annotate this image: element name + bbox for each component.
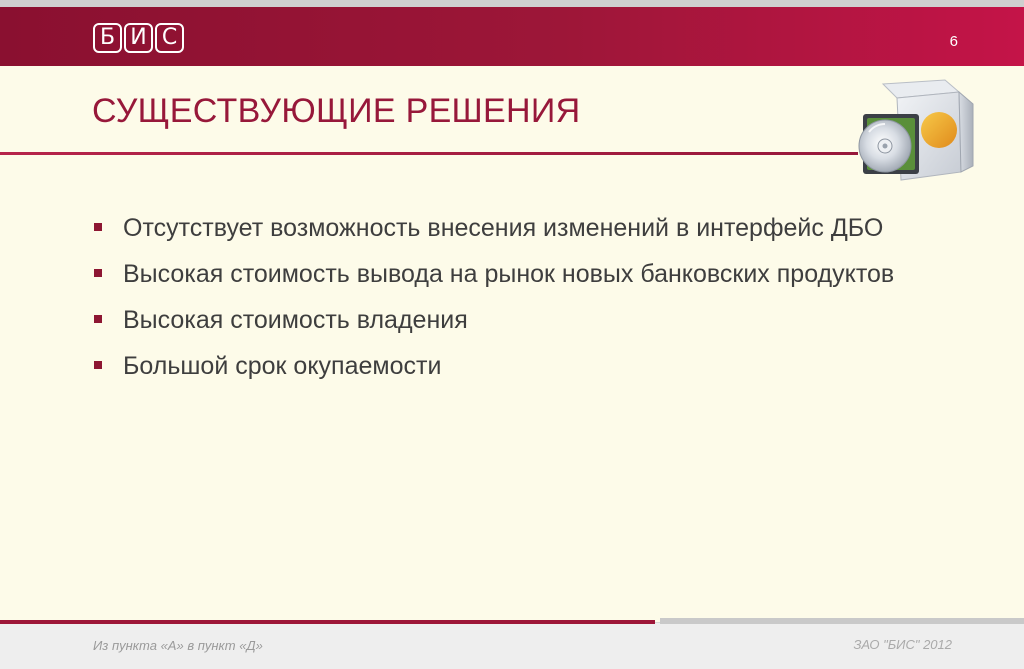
- footer-accent-line: [0, 620, 655, 624]
- bullet-square-icon: [94, 361, 102, 369]
- bullet-square-icon: [94, 269, 102, 277]
- bullet-square-icon: [94, 315, 102, 323]
- logo-letter-s: С: [155, 23, 184, 53]
- bullet-text: Высокая стоимость вывода на рынок новых банковских продуктов: [123, 260, 895, 288]
- software-box-cd-icon: [855, 74, 981, 186]
- slide-title: СУЩЕСТВУЮЩИЕ РЕШЕНИЯ: [92, 92, 581, 130]
- footer-copyright: ЗАО "БИС" 2012: [853, 637, 952, 652]
- list-item: [92, 252, 912, 297]
- slide-number: 6: [949, 33, 958, 50]
- company-logo: [93, 23, 184, 59]
- bullet-square-icon: [94, 223, 102, 231]
- footer-divider: [660, 618, 1024, 624]
- bullet-text: Большой срок окупаемости: [123, 352, 442, 380]
- title-divider: [0, 152, 858, 155]
- top-strip: [0, 0, 1024, 7]
- logo-letter-b: Б: [93, 23, 122, 53]
- header-band: [0, 7, 1024, 66]
- bullet-list: [92, 206, 912, 390]
- bullet-text: Высокая стоимость владения: [123, 306, 468, 334]
- list-item: [92, 298, 912, 343]
- bullet-text: Отсутствует возможность внесения изменений в интерфейс ДБО: [123, 214, 884, 242]
- footer-tagline: Из пункта «А» в пункт «Д»: [93, 638, 263, 653]
- list-item: [92, 206, 912, 251]
- logo-letter-i: И: [124, 23, 153, 53]
- list-item: [92, 344, 912, 389]
